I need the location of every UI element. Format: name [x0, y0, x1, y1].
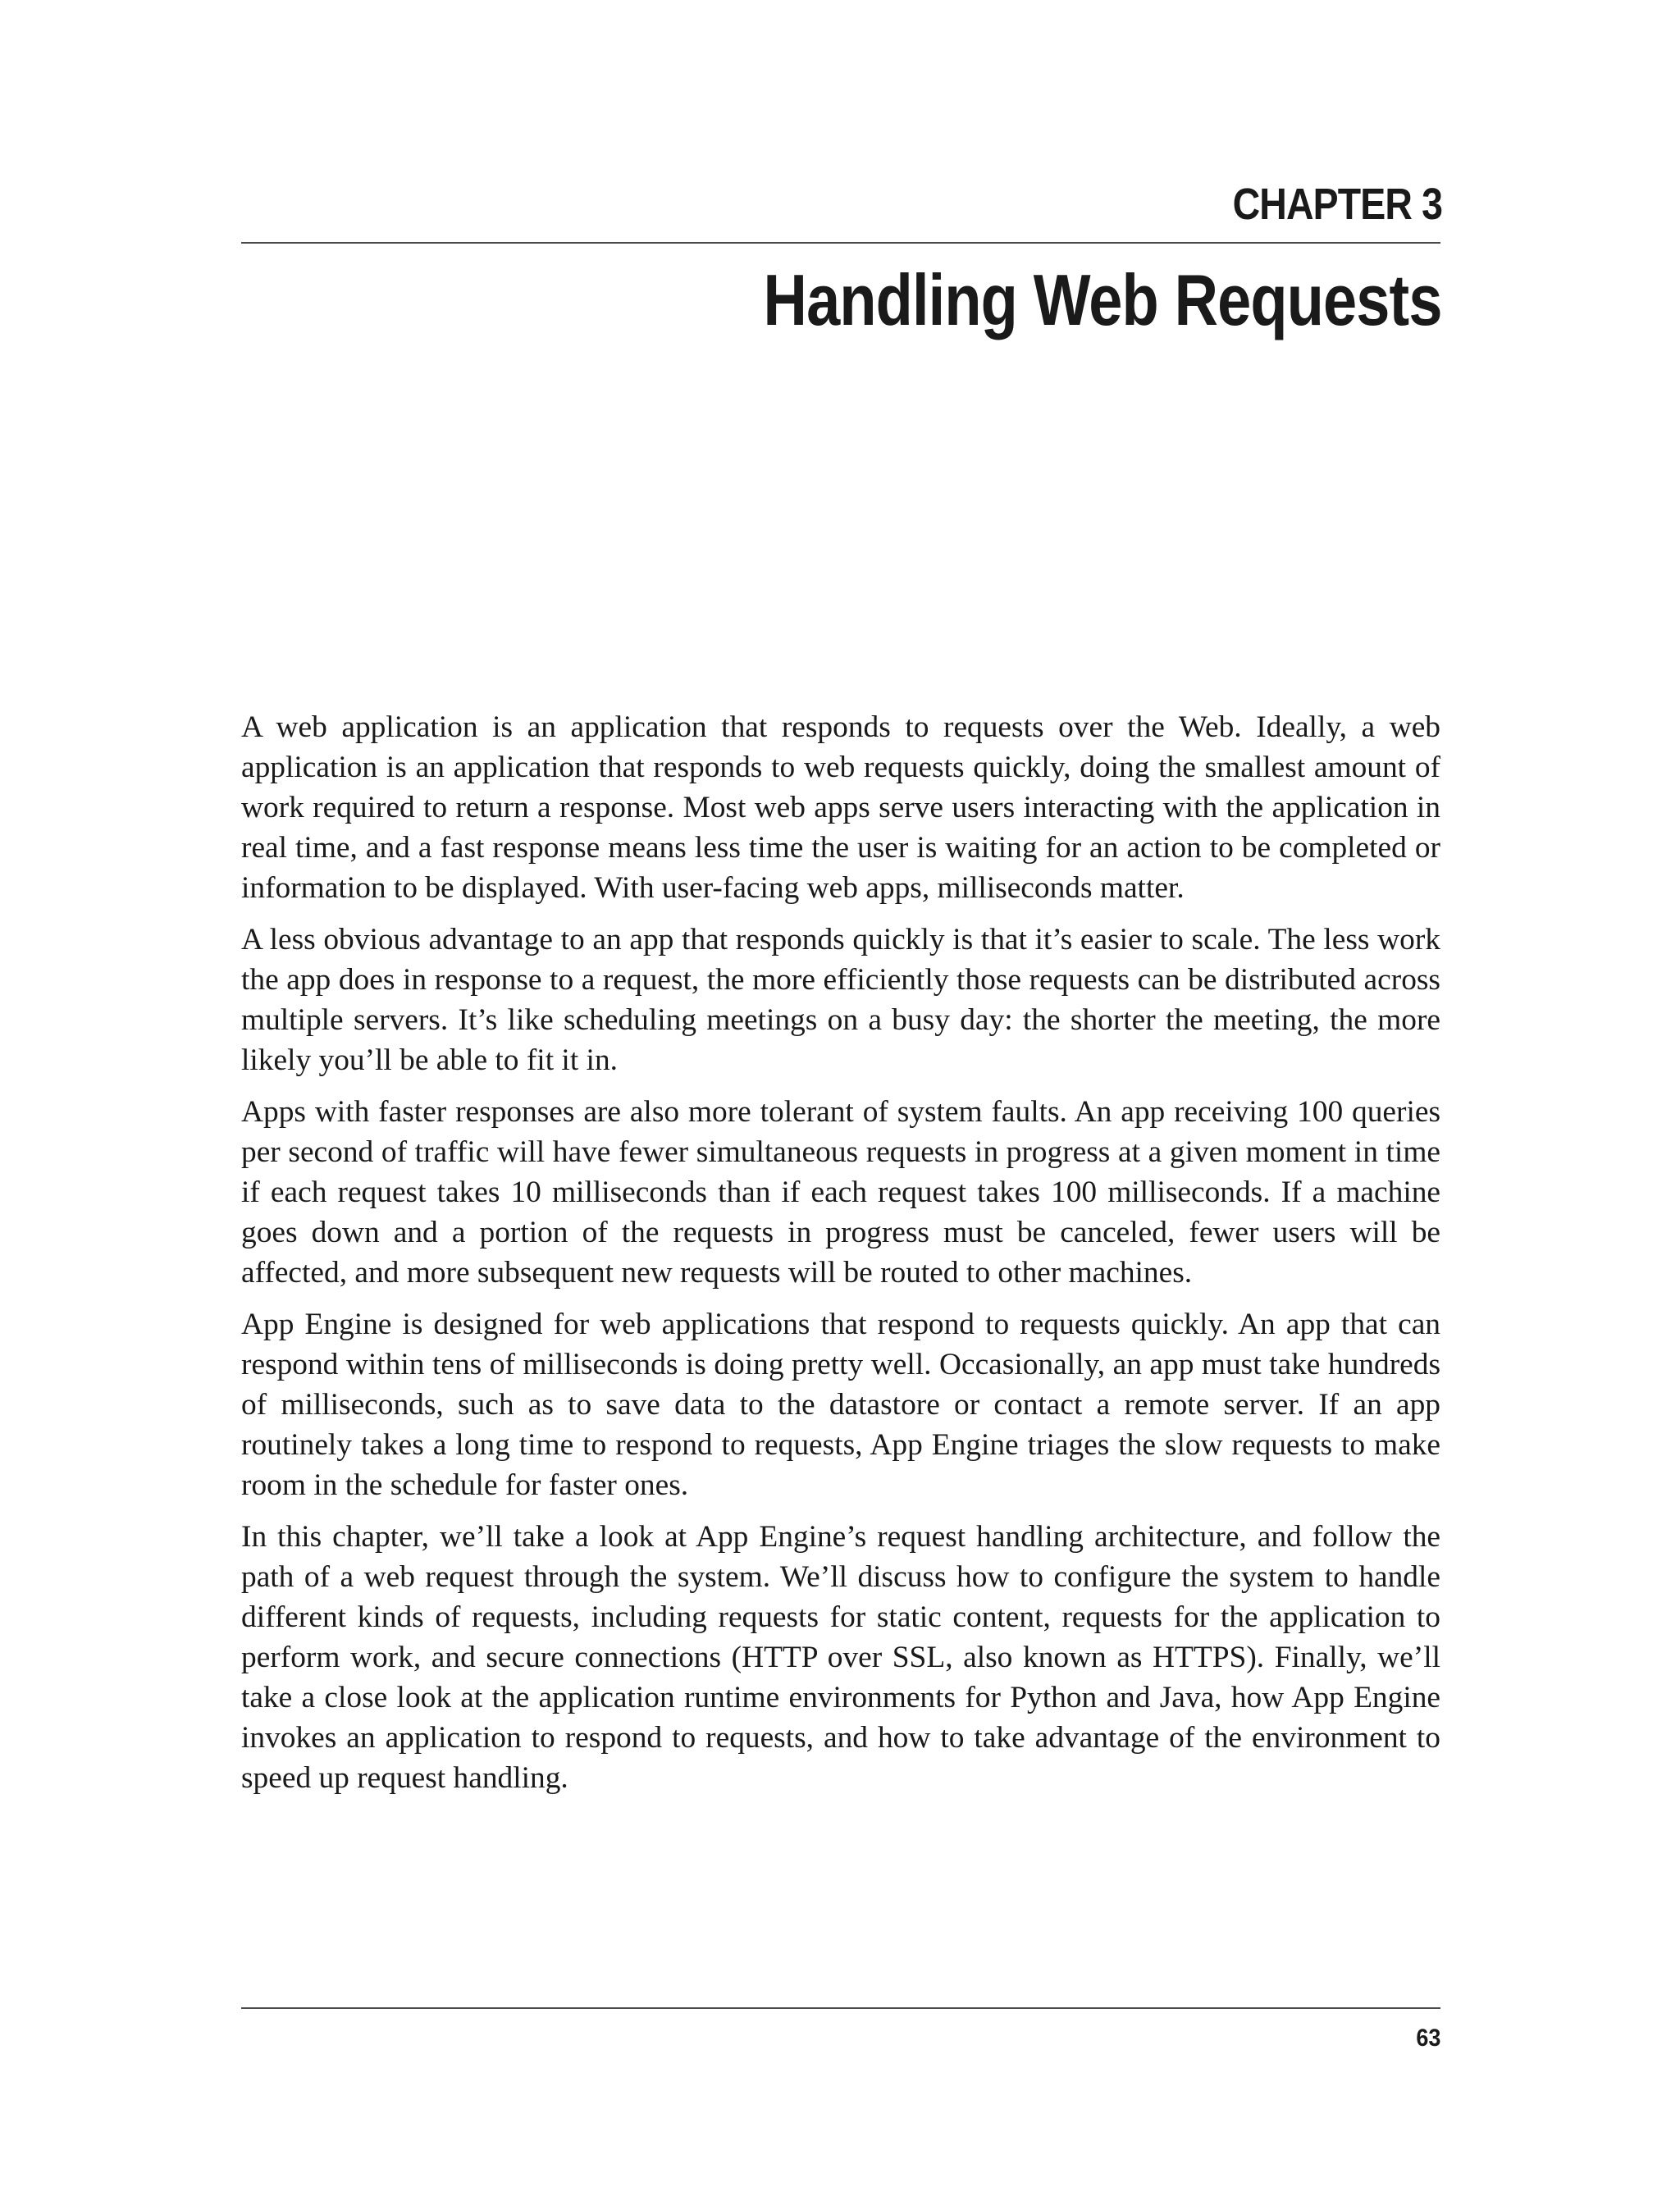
page-number: 63: [1415, 2025, 1440, 2052]
body-text: [241, 707, 1440, 1810]
chapter-label: CHAPTER 3: [1232, 180, 1442, 229]
footer-rule: [241, 2007, 1440, 2009]
header-rule: [241, 242, 1440, 244]
paragraph: A less obvious advantage to an app that responds quickly is that it’s easier to scale. The less work the app does in response to a request, the more efficiently those requests can be distributed across multiple servers. It’s like scheduling meetings on a busy day: the shorter the meeting, the more likely you’ll be able to fit it in.: [241, 923, 1440, 1077]
paragraph: In this chapter, we’ll take a look at App Engine’s request handling architecture, and follow the path of a web request through the system. We’ll discuss how to configure the system to handle different kinds of requests, including requests for static content, requests for the application to perform work, and secure connections (HTTP over SSL, also known as HTTPS). Finally, we’ll take a close look at the application runtime environments for Python and Java, how App Engine invokes an application to respond to requests, and how to take advantage of the environment to speed up request handling.: [241, 1520, 1440, 1795]
chapter-title: Handling Web Requests: [763, 259, 1442, 340]
paragraph: App Engine is designed for web applications that respond to requests quickly. An app that can respond within tens of milliseconds is doing pretty well. Occasionally, an app must take hundreds of milliseconds, such as to save data to the datastore or contact a remote server. If an app routinely takes a long time to respond to requests, App Engine triages the slow requests to make room in the schedule for faster ones.: [241, 1308, 1440, 1502]
paragraph: Apps with faster responses are also more tolerant of system faults. An app receiving 100 queries per second of traffic will have fewer simultaneous requests in progress at a given moment in time if each request takes 10 milliseconds than if each request takes 100 milliseconds. If a machine goes down and a portion of the requests in progress must be canceled, fewer users will be affected, and more subsequent new requests will be routed to other machines.: [241, 1095, 1440, 1290]
paragraph: A web application is an application that responds to requests over the Web. Ideally, a web application is an application that responds to web requests quickly, doing the smallest amount of work required to return a response. Most web apps serve users interacting with the application in real time, and a fast response means less time the user is waiting for an action to be completed or information to be displayed. With user-facing web apps, milliseconds matter.: [241, 710, 1440, 905]
